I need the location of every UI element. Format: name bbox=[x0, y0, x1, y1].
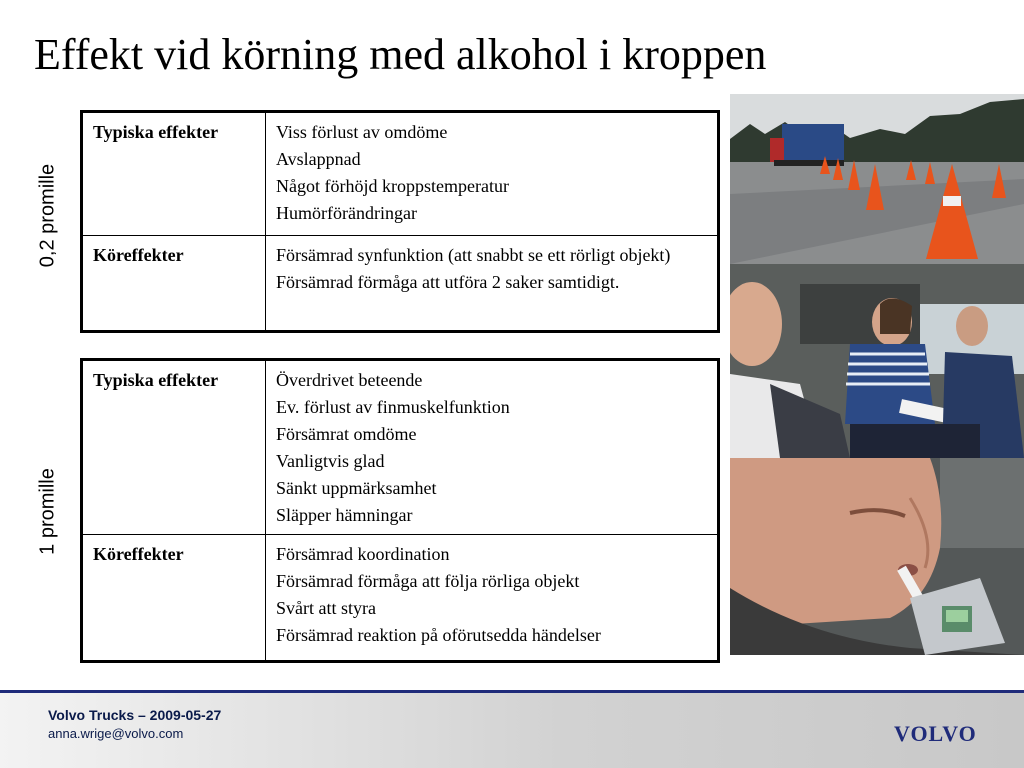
effect-line: Försämrad koordination bbox=[276, 544, 450, 564]
footer-title: Volvo Trucks – 2009-05-27 bbox=[48, 707, 222, 723]
typical-effects-header: Typiska effekter bbox=[82, 112, 266, 236]
effects-table-1 bbox=[80, 358, 720, 663]
table-row bbox=[82, 535, 719, 662]
table-row bbox=[82, 236, 719, 332]
effect-line: Försämrad förmåga att följa rörliga objekt bbox=[276, 571, 580, 591]
photo-truck-cabin bbox=[730, 264, 1024, 458]
typical-effects-cell bbox=[266, 112, 719, 236]
typical-effects-cell bbox=[266, 360, 719, 535]
effect-line: Försämrat omdöme bbox=[276, 424, 417, 444]
driving-effects-cell bbox=[266, 236, 719, 332]
effect-line: Släpper hämningar bbox=[276, 505, 413, 525]
effect-line: Sänkt uppmärksamhet bbox=[276, 478, 437, 498]
photo-test-track bbox=[730, 94, 1024, 264]
effect-line: Svårt att styra bbox=[276, 598, 376, 618]
slide-title: Effekt vid körning med alkohol i kroppen bbox=[34, 30, 767, 79]
effect-line: Överdrivet beteende bbox=[276, 370, 423, 390]
effect-line: Försämrad förmåga att utföra 2 saker samtidigt. bbox=[276, 272, 620, 292]
effect-line: Ev. förlust av finmuskelfunktion bbox=[276, 397, 510, 417]
table-row bbox=[82, 112, 719, 236]
photo-breathalyzer bbox=[730, 458, 1024, 655]
effect-line: Viss förlust av omdöme bbox=[276, 122, 448, 142]
effect-line: Något förhöjd kroppstemperatur bbox=[276, 176, 509, 196]
effect-line: Humörförändringar bbox=[276, 203, 417, 223]
typical-effects-header: Typiska effekter bbox=[82, 360, 266, 535]
driving-effects-header: Köreffekter bbox=[82, 236, 266, 332]
driving-effects-header: Köreffekter bbox=[82, 535, 266, 662]
footer bbox=[0, 693, 1024, 768]
table-row bbox=[82, 360, 719, 535]
footer-email: anna.wrige@volvo.com bbox=[48, 726, 184, 741]
effect-line: Avslappnad bbox=[276, 149, 361, 169]
effect-line: Försämrad synfunktion (att snabbt se ett rörligt objekt) bbox=[276, 245, 671, 265]
effect-line: Försämrad reaktion på oförutsedda händelser bbox=[276, 625, 601, 645]
effect-line: Vanligtvis glad bbox=[276, 451, 385, 471]
level-label-0-2: 0,2 promille bbox=[36, 163, 59, 268]
effects-table-0-2 bbox=[80, 110, 720, 333]
volvo-logo: VOLVO bbox=[894, 721, 977, 746]
driving-effects-cell bbox=[266, 535, 719, 662]
level-label-1: 1 promille bbox=[36, 468, 59, 555]
